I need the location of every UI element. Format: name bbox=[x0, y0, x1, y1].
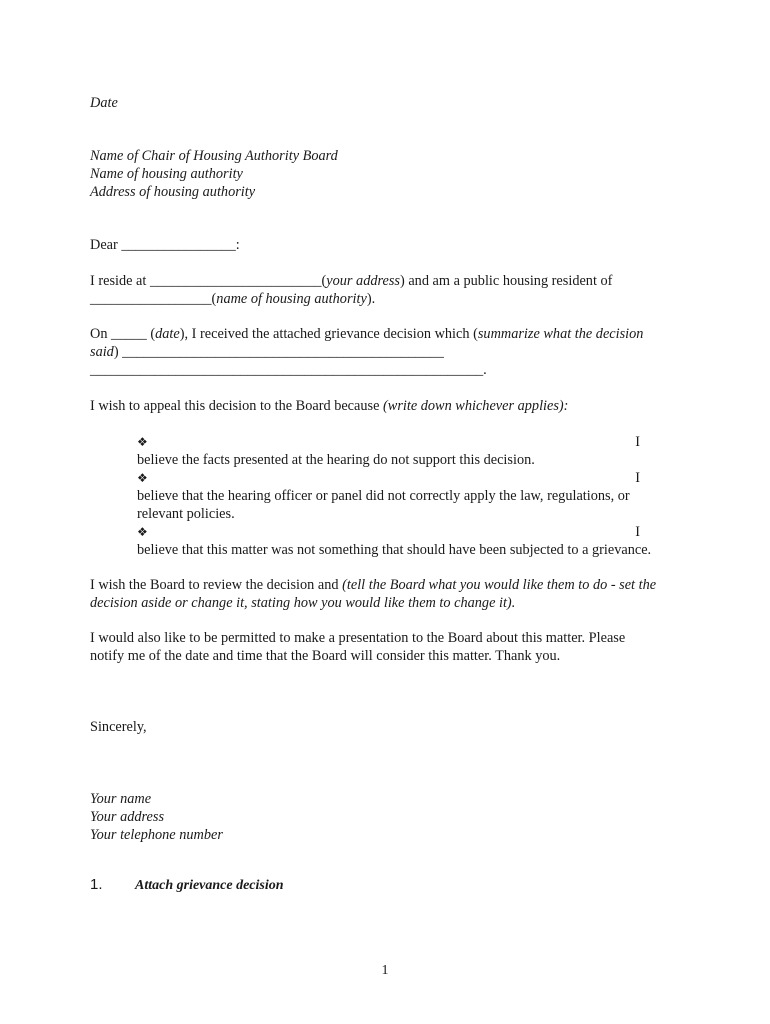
paragraph-appeal: I wish to appeal this decision to the Board because (write down whichever applies): bbox=[90, 398, 569, 414]
recipient-authority: Name of housing authority bbox=[90, 166, 243, 182]
bullet-item: ❖ I believe that the hearing officer or panel did not correctly apply the law, regulations, or relevant policies. bbox=[137, 470, 640, 522]
recipient-block bbox=[90, 147, 690, 201]
page-number: 1 bbox=[381, 963, 389, 978]
signature-address: Your address bbox=[90, 809, 165, 825]
closing: Sincerely, bbox=[90, 719, 147, 735]
paragraph-review: I wish the Board to review the decision and (tell the Board what you would like them to do - set the decision aside or change it, stating how you would like them to change it). bbox=[90, 577, 657, 611]
date-placeholder: Date bbox=[90, 95, 118, 111]
diamond-bullet-icon: ❖ bbox=[137, 471, 148, 485]
attachment-text: Attach grievance decision bbox=[135, 878, 284, 893]
signature-phone: Your telephone number bbox=[90, 827, 223, 843]
paragraph-decision: On _____ (date), I received the attached grievance decision which (summarize what the decision said) _____________________________________________ _______________________________________________________. bbox=[90, 326, 644, 378]
attachment-number: 1. bbox=[90, 876, 103, 893]
bullet-item: ❖ I believe that this matter was not something that should have been subjected to a grievance. bbox=[137, 524, 652, 558]
diamond-bullet-icon: ❖ bbox=[137, 525, 148, 539]
paragraph-residence: I reside at ________________________(your address) and am a public housing resident of _________________(name of housing authority). bbox=[90, 273, 613, 307]
diamond-bullet-icon: ❖ bbox=[137, 435, 148, 449]
salutation: Dear ________________: bbox=[90, 237, 240, 253]
recipient-chair: Name of Chair of Housing Authority Board bbox=[90, 148, 338, 164]
signature-name: Your name bbox=[90, 791, 152, 807]
bullet-item: ❖ I believe the facts presented at the hearing do not support this decision. bbox=[137, 434, 640, 468]
recipient-address: Address of housing authority bbox=[90, 184, 256, 200]
paragraph-presentation: I would also like to be permitted to make a presentation to the Board about this matter. Please notify me of the date and time that the Board will consider this matter. Thank you. bbox=[90, 630, 626, 664]
signature-block bbox=[90, 790, 690, 844]
